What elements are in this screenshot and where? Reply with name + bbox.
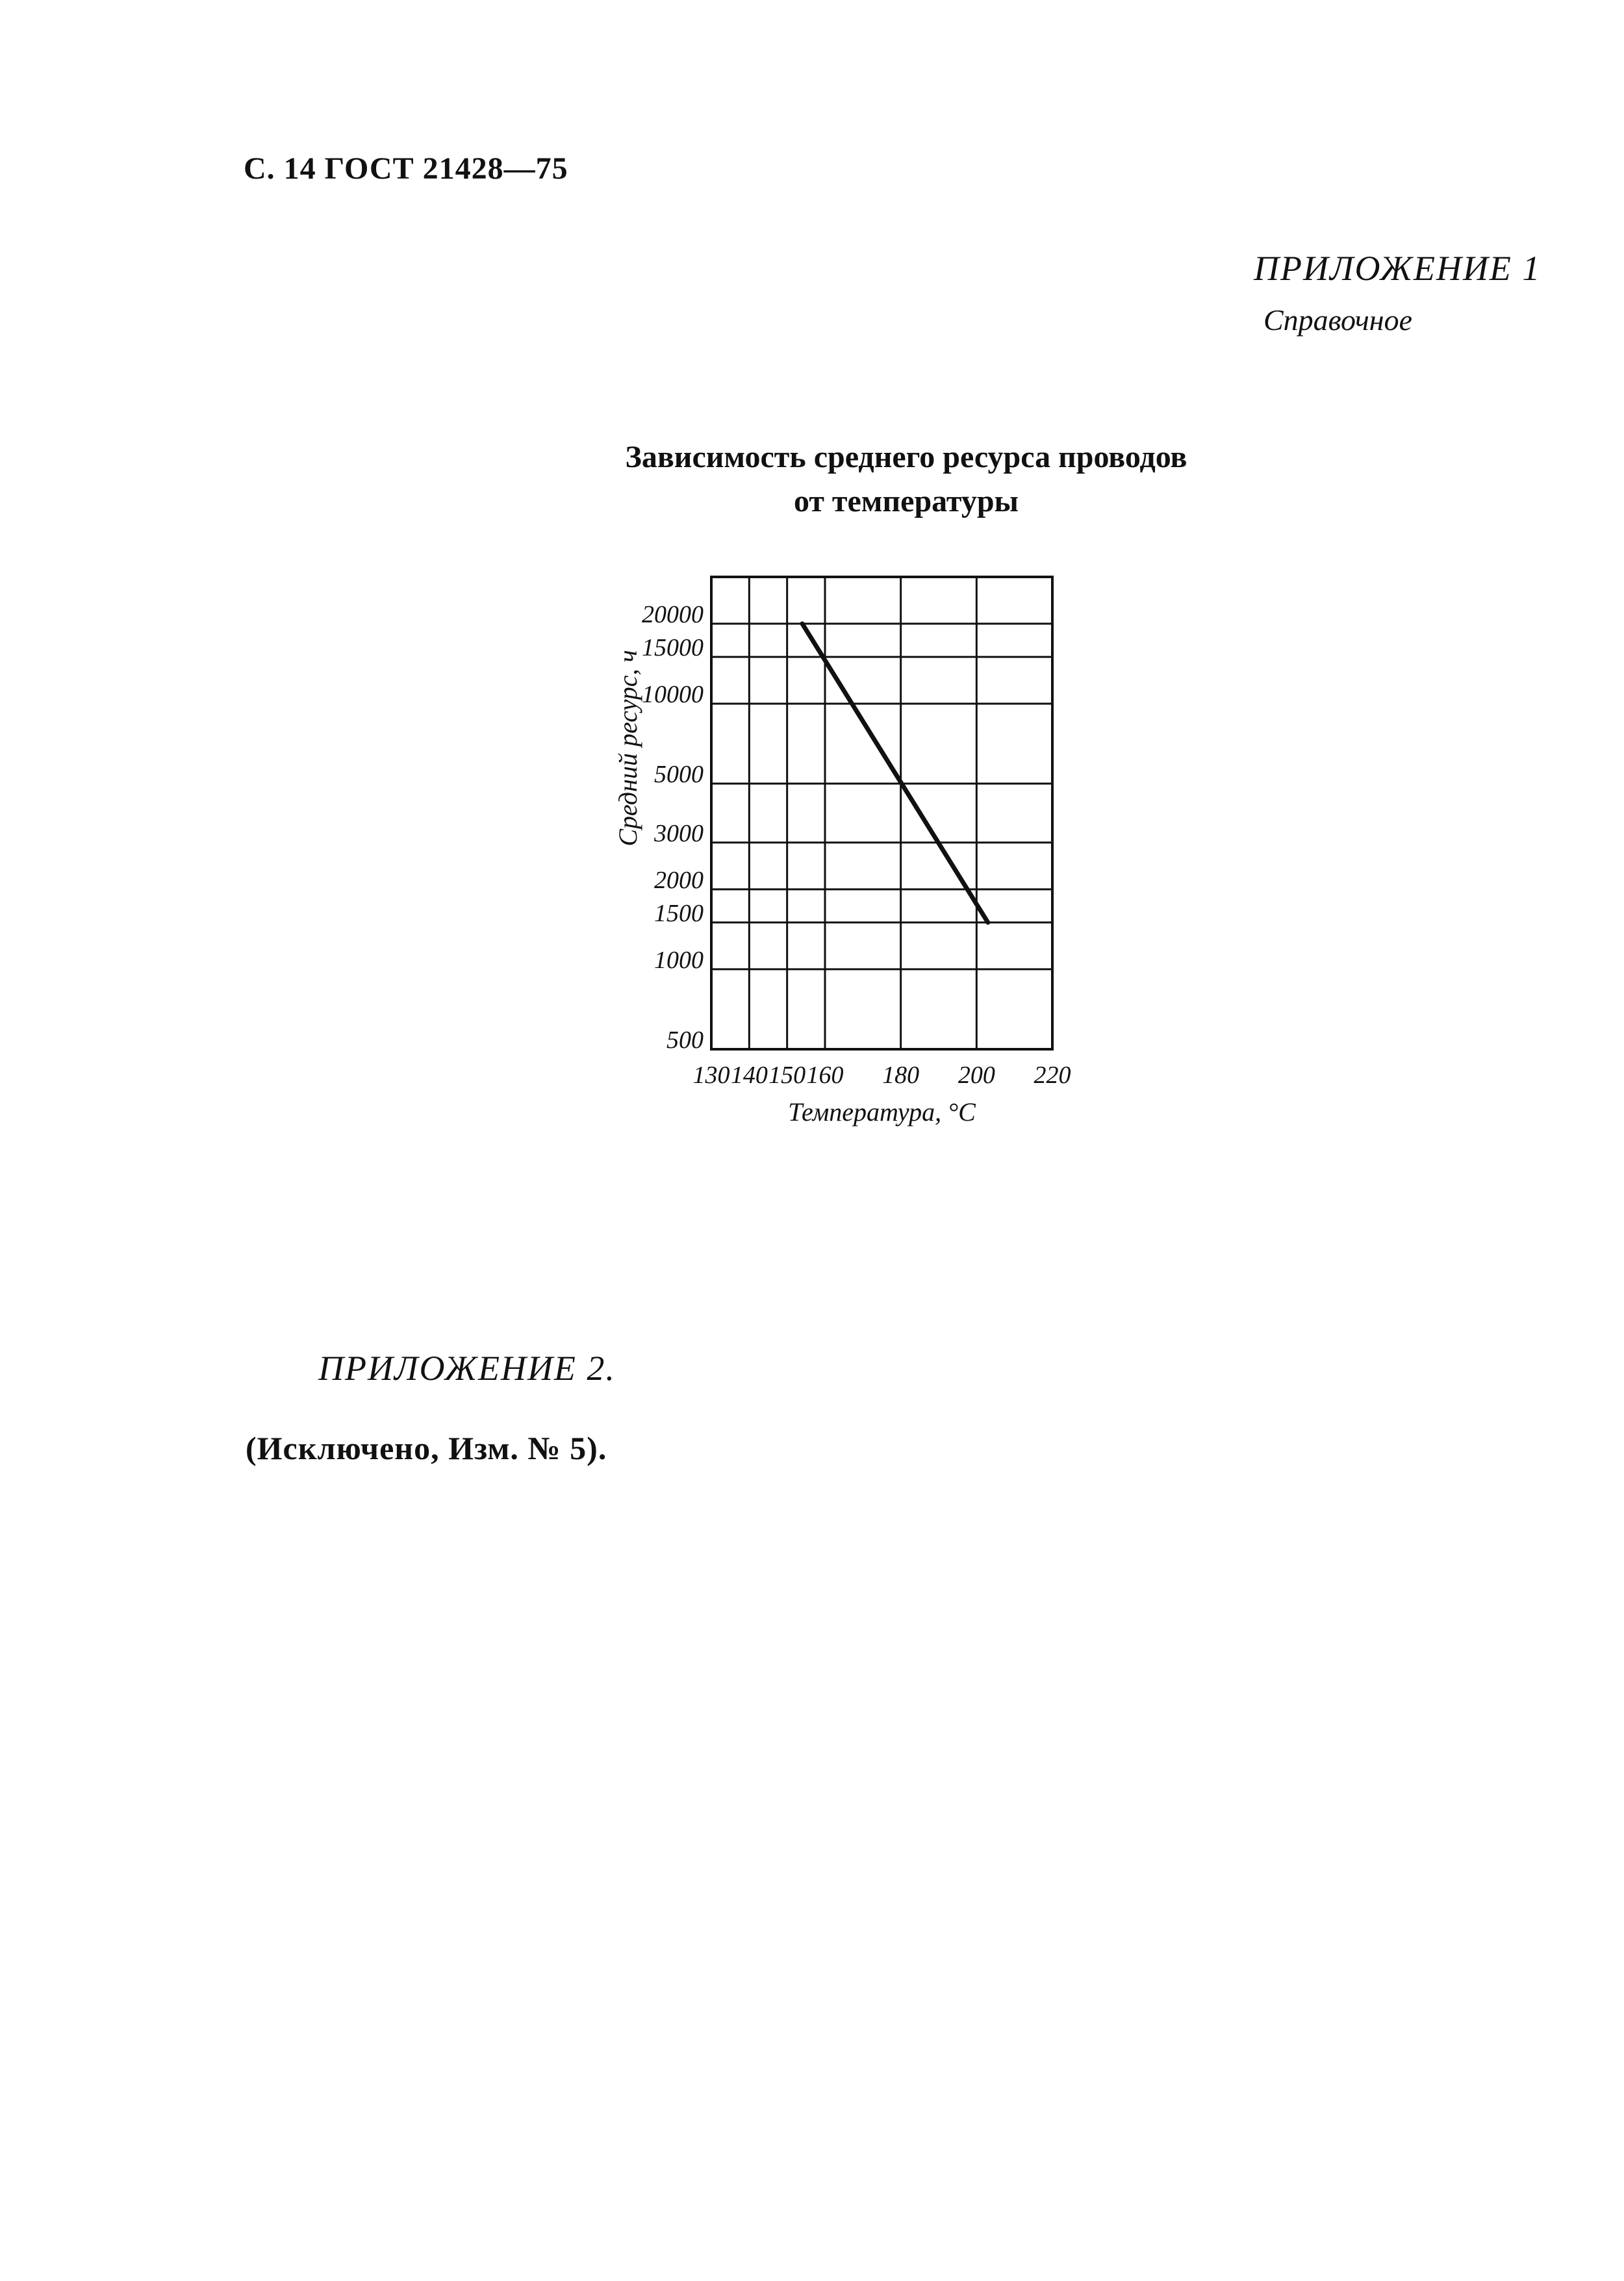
y-tick-label: 1500 [654, 899, 704, 927]
chart-frame [711, 577, 1052, 1049]
x-tick-label: 220 [1034, 1062, 1071, 1089]
chart-title-line-2: от температуры [793, 484, 1019, 518]
x-tick-label: 180 [882, 1062, 920, 1089]
chart-series [802, 624, 988, 923]
y-tick-label: 1000 [654, 946, 704, 974]
appendix-2-note: (Исключено, Изм. № 5). [246, 1430, 607, 1466]
y-axis-label: Средний ресурс, ч [613, 650, 642, 847]
y-tick-label: 2000 [654, 866, 704, 894]
appendix-1-subtitle: Справочное [1263, 303, 1413, 337]
y-tick-label: 500 [666, 1026, 704, 1054]
x-tick-label: 160 [806, 1062, 844, 1089]
x-tick-label: 150 [768, 1062, 806, 1089]
appendix-2-title: ПРИЛОЖЕНИЕ 2. [318, 1349, 616, 1388]
x-tick-label: 130 [692, 1062, 730, 1089]
appendix-1-title: ПРИЛОЖЕНИЕ 1 [1254, 249, 1542, 288]
series-line [802, 624, 988, 923]
y-tick-label: 10000 [642, 681, 704, 709]
x-axis-label: Температура, °С [788, 1097, 976, 1127]
x-tick-labels [693, 1062, 1071, 1089]
x-tick-label: 140 [730, 1062, 768, 1089]
y-tick-label: 5000 [654, 761, 704, 789]
y-tick-label: 3000 [654, 819, 704, 847]
y-tick-label: 15000 [642, 634, 704, 662]
y-tick-labels [642, 601, 704, 1054]
chart-grid [711, 577, 1052, 1049]
chart-title-line-1: Зависимость среднего ресурса проводов [625, 440, 1187, 474]
y-tick-label: 20000 [642, 600, 704, 628]
page-header: С. 14 ГОСТ 21428—75 [244, 151, 568, 186]
x-tick-label: 200 [958, 1062, 995, 1089]
